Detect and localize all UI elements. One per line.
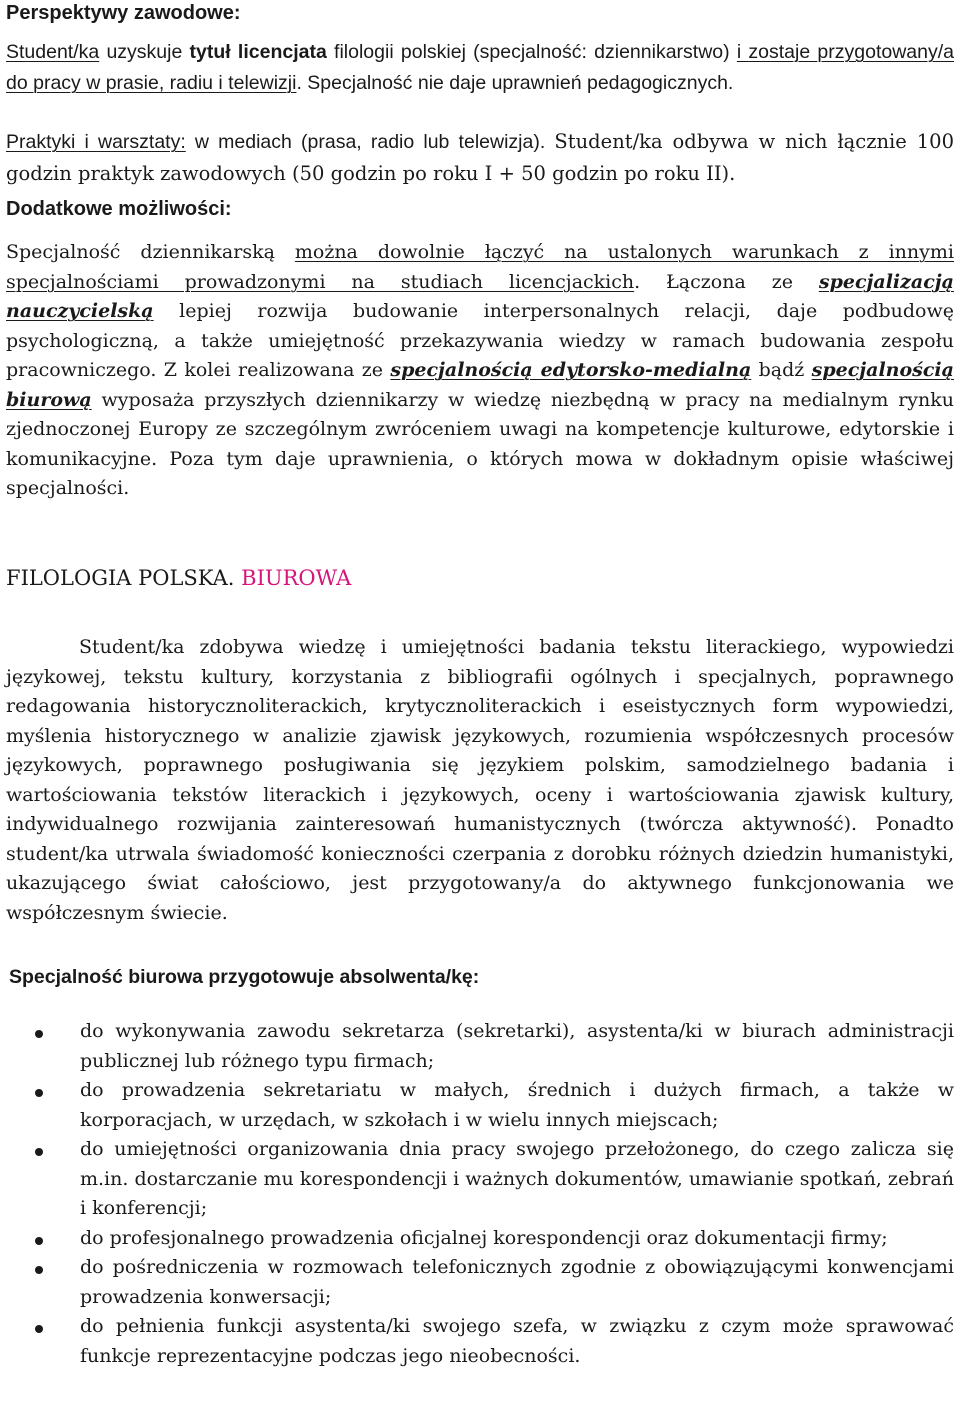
- list-item: do pełnienia funkcji asystenta/ki swojego szefa, w związku z czym może sprawować funkcje reprezentacyjne podczas jego nieobecności.: [0, 1312, 954, 1371]
- section-title: [6, 566, 954, 590]
- bullet-icon: [35, 1266, 43, 1274]
- list-item: do pośredniczenia w rozmowach telefonicznych zgodnie z obowiązującymi konwencjami prowadzenia konwersacji;: [0, 1253, 954, 1312]
- section-title-main: FILOLOGIA POLSKA.: [6, 566, 235, 590]
- teaching-specialty-text: specjalizacją nauczycielską: [6, 270, 954, 322]
- paragraph-additional-options: Specjalność dziennikarską można dowolnie łączyć na ustalonych warunkach z innymi specjalnościami prowadzonymi na studiach licencjackich. Łączona ze specjalizacją nauczycielską lepiej rozwija budowanie interpersonalnych relacji, daje podbudowę psychologiczną, a także umiejętność przekazywania wiedzy w ramach budowania zespołu pracowniczego. Z kolei realizowana ze specjalnością edytorsko-medialną bądź specjalnością biurową wyposaża przyszłych dziennikarzy w wiedzę niezbędną w pracy na medialnym rynku zjednoczonej Europy ze szczególnym zwróceniem uwagi na kompetencje kulturowe, edytorskie i komunikacyjne. Poza tym daje uprawnienia, o których mowa w dokładnym opisie właściwej specjalności.: [6, 241, 954, 499]
- subheading-office-specialty: Specjalność biurowa przygotowuje absolwenta/kę:: [9, 966, 480, 988]
- bullet-icon: [35, 1030, 43, 1038]
- degree-title: tytuł licencjata: [189, 41, 327, 63]
- list-item: do prowadzenia sekretariatu w małych, średnich i dużych firmach, a także w korporacjach, w urzędach, w szkołach i w wielu innych miejscach;: [0, 1076, 954, 1135]
- bullet-icon: [35, 1148, 43, 1156]
- bullet-icon: [35, 1089, 43, 1097]
- list-item: do umiejętności organizowania dnia pracy swojego przełożonego, do czego zalicza się m.in. dostarczanie mu korespondencji i ważnych dokumentów, umawianie spotkań, zebrań i konferencji;: [0, 1135, 954, 1224]
- section-heading-career: Perspektywy zawodowe:: [6, 2, 241, 24]
- bullet-icon: [35, 1325, 43, 1333]
- student-link-text: Student/ka: [6, 41, 100, 63]
- paragraph-internships: Praktyki i warsztaty: w mediach (prasa, radio lub telewizja). Student/ka odbywa w nich łącznie 100 godzin praktyk zawodowych (50 godzin po roku I + 50 godzin po roku II).: [6, 130, 954, 185]
- paragraph-skills: Student/ka zdobywa wiedzę i umiejętności badania tekstu literackiego, wypowiedzi językowej, tekstu kultury, korzystania z bibliografii ogólnych i specjalnych, poprawnego redagowania historycznoliterackich, krytycznoliterackich i eseistycznych form wypowiedzi, myślenia historycznego w analizie zjawisk językowych, rozumienia współczesnych procesów językowych, poprawnego posługiwania się językiem polskim, samodzielnego badania i wartościowania tekstów literackich i językowych, oceny i wartościowania zjawisk kultury, indywidualnego rozwijania zainteresowań humanistycznych (twórcza aktywność). Ponadto student/ka utrwala świadomość konieczności czerpania z dorobku różnych dziedzin humanistyki, ukazującego świat całościowo, jest przygotowany/a do aktywnego funkcjonowania we współczesnym świecie.: [6, 636, 954, 924]
- editorial-specialty-text: specjalnością edytorsko-medialną: [390, 359, 752, 381]
- paragraph-title-info: Student/ka uzyskuje tytuł licencjata filologii polskiej (specjalność: dziennikarstwo) i zostaje przygotowany/a do pracy w prasie, radiu i telewizji. Specjalność nie daje uprawnień pedagogicznych.: [6, 41, 954, 94]
- section-title-accent: BIUROWA: [241, 566, 352, 590]
- list-item: do profesjonalnego prowadzenia oficjalnej korespondencji oraz dokumentacji firmy;: [0, 1224, 954, 1254]
- job-preparation-text: i zostaje przygotowany/a do pracy w prasie, radiu i telewizji: [6, 41, 954, 94]
- bullet-icon: [35, 1237, 43, 1245]
- internships-label: Praktyki i warsztaty:: [6, 131, 186, 153]
- office-specialty-text: specjalnością biurową: [6, 359, 954, 411]
- bullet-list: [0, 1017, 954, 1371]
- combine-specialties-text: można dowolnie łączyć na ustalonych warunkach z innymi specjalnościami prowadzonymi na studiach licencjackich: [6, 241, 954, 293]
- subheading-additional-options: Dodatkowe możliwości:: [6, 198, 232, 220]
- list-item: do wykonywania zawodu sekretarza (sekretarki), asystenta/ki w biurach administracji publicznej lub różnego typu firmach;: [0, 1017, 954, 1076]
